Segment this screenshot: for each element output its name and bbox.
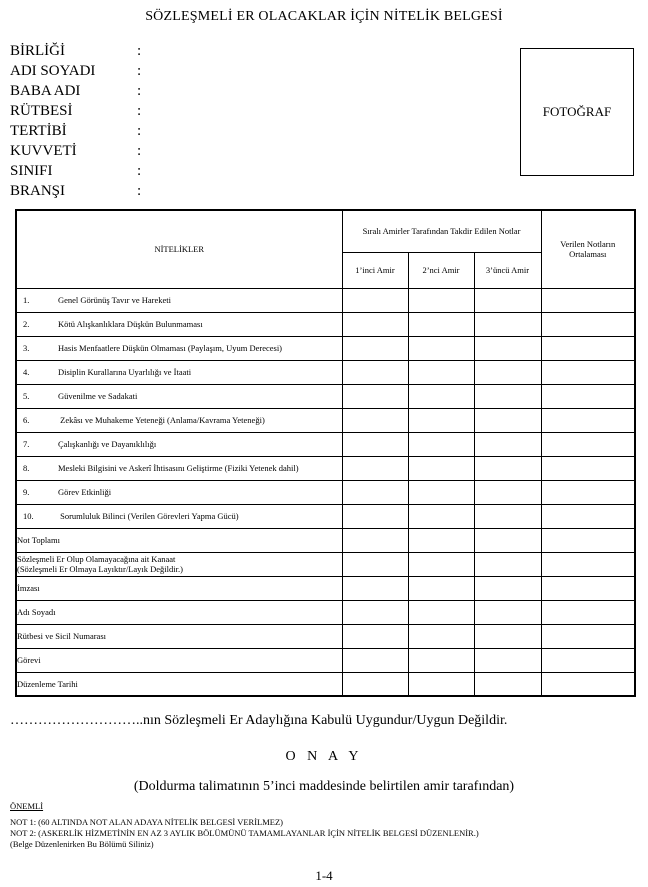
score-cell-amir-2[interactable]: [408, 336, 474, 360]
average-cell[interactable]: [541, 432, 635, 456]
score-cell-amir-3[interactable]: [474, 288, 541, 312]
average-cell[interactable]: [541, 624, 635, 648]
average-cell[interactable]: [541, 312, 635, 336]
average-cell[interactable]: [541, 360, 635, 384]
average-cell[interactable]: [541, 504, 635, 528]
average-cell[interactable]: [541, 600, 635, 624]
criterion-text: Çalışkanlığı ve Dayanıklılığı: [58, 439, 157, 449]
header-amir-2: 2’nci Amir: [408, 252, 474, 288]
onay-heading: O N A Y: [285, 749, 363, 764]
table-row-adi-soyadi: [16, 600, 635, 624]
criterion-text: Disiplin Kurallarına Uyarlılığı ve İtaati: [58, 367, 192, 377]
criterion-text: Zekâsı ve Muhakeme Yeteneği (Anlama/Kavrama Yeteneği): [58, 415, 265, 425]
table-row-kanaat: [16, 552, 635, 576]
document-title: SÖZLEŞMELİ ER OLACAKLAR İÇİN NİTELİK BELGESİ: [145, 9, 503, 24]
score-cell-amir-1[interactable]: [342, 624, 408, 648]
score-cell-amir-1[interactable]: [342, 288, 408, 312]
score-cell-amir-3[interactable]: [474, 312, 541, 336]
table-row: [16, 312, 635, 336]
criterion-number: 2.: [23, 319, 30, 329]
criterion-cell: [16, 456, 342, 480]
adi-soyadi-label: Adı Soyadı: [16, 600, 342, 624]
criterion-number: 3.: [23, 343, 30, 353]
criterion-cell: [16, 432, 342, 456]
table-row: [16, 456, 635, 480]
score-cell-amir-2[interactable]: [408, 360, 474, 384]
score-cell-amir-3[interactable]: [474, 552, 541, 576]
field-label: KUVVETİ: [10, 143, 77, 159]
score-cell-amir-2[interactable]: [408, 624, 474, 648]
score-cell-amir-2[interactable]: [408, 288, 474, 312]
field-colon: :: [137, 83, 142, 99]
not-toplami-label: Not Toplamı: [16, 528, 342, 552]
gorevi-label: Görevi: [16, 648, 342, 672]
score-cell-amir-1[interactable]: [342, 648, 408, 672]
field-colon: :: [137, 63, 142, 79]
score-cell-amir-2[interactable]: [408, 552, 474, 576]
average-cell[interactable]: [541, 480, 635, 504]
header-nitelikler: NİTELİKLER: [16, 210, 342, 288]
imzasi-label: İmzası: [16, 576, 342, 600]
average-cell[interactable]: [541, 648, 635, 672]
criterion-text: Kötü Alışkanlıklara Düşkün Bulunmaması: [58, 319, 203, 329]
score-cell-amir-1[interactable]: [342, 336, 408, 360]
score-cell-amir-2[interactable]: [408, 504, 474, 528]
kanaat-line-1: Sözleşmeli Er Olup Olamayacağına ait Kanaat: [17, 554, 176, 564]
field-label: BRANŞI: [10, 183, 66, 199]
average-cell[interactable]: [541, 384, 635, 408]
criterion-number: 7.: [23, 439, 30, 449]
criterion-number: 5.: [23, 391, 30, 401]
score-cell-amir-2[interactable]: [408, 672, 474, 696]
criterion-cell: [16, 504, 342, 528]
table-row: [16, 480, 635, 504]
score-cell-amir-1[interactable]: [342, 552, 408, 576]
criterion-number: 8.: [23, 463, 30, 473]
score-cell-amir-1[interactable]: [342, 672, 408, 696]
score-cell-amir-1[interactable]: [342, 456, 408, 480]
doldurma-note: (Doldurma talimatının 5’inci maddesinde belirtilen amir tarafından): [133, 779, 515, 794]
field-label: TERTİBİ: [10, 123, 67, 139]
table-row: [16, 288, 635, 312]
table-row: [16, 384, 635, 408]
average-cell[interactable]: [541, 552, 635, 576]
field-colon: :: [137, 163, 142, 179]
table-row: [16, 408, 635, 432]
table-row: [16, 360, 635, 384]
table-row-duzenleme-tarihi: [16, 672, 635, 696]
score-cell-amir-2[interactable]: [408, 432, 474, 456]
criterion-text: Görev Etkinliği: [58, 487, 112, 497]
header-amir-1: 1’inci Amir: [342, 252, 408, 288]
notes-section: [10, 801, 479, 850]
score-cell-amir-3[interactable]: [474, 624, 541, 648]
score-cell-amir-3[interactable]: [474, 384, 541, 408]
score-cell-amir-1[interactable]: [342, 384, 408, 408]
criterion-text: Sorumluluk Bilinci (Verilen Görevleri Yapma Gücü): [58, 511, 239, 521]
criterion-cell: [16, 384, 342, 408]
score-cell-amir-2[interactable]: [408, 312, 474, 336]
criterion-number: 9.: [23, 487, 30, 497]
criterion-number: 6.: [23, 415, 30, 425]
average-cell[interactable]: [541, 408, 635, 432]
score-cell-amir-1[interactable]: [342, 480, 408, 504]
kanaat-line-2: (Sözleşmeli Er Olmaya Layıktır/Layık Değildir.): [17, 564, 183, 574]
criterion-cell: [16, 312, 342, 336]
score-cell-amir-3[interactable]: [474, 504, 541, 528]
criterion-cell: [16, 408, 342, 432]
score-cell-amir-1[interactable]: [342, 576, 408, 600]
note-3: (Belge Düzenlenirken Bu Bölümü Siliniz): [10, 839, 154, 849]
criterion-text: Genel Görünüş Tavır ve Hareketi: [58, 295, 172, 305]
score-cell-amir-1[interactable]: [342, 432, 408, 456]
table-row: [16, 336, 635, 360]
duzenleme-tarihi-label: Düzenleme Tarihi: [16, 672, 342, 696]
rutbesi-sicil-label: Rütbesi ve Sicil Numarası: [16, 624, 342, 648]
score-cell-amir-3[interactable]: [474, 408, 541, 432]
field-colon: :: [137, 183, 142, 199]
score-cell-amir-1[interactable]: [342, 504, 408, 528]
field-colon: :: [137, 43, 142, 59]
score-cell-amir-2[interactable]: [408, 648, 474, 672]
criterion-number: 4.: [23, 367, 30, 377]
criterion-text: Mesleki Bilgisini ve Askerî İhtisasını Geliştirme (Fiziki Yetenek dahil): [58, 463, 299, 473]
average-cell[interactable]: [541, 672, 635, 696]
score-cell-amir-2[interactable]: [408, 456, 474, 480]
page-number: 1-4: [315, 868, 333, 883]
assessment-table: [15, 209, 636, 697]
field-label: RÜTBESİ: [10, 103, 73, 119]
score-cell-amir-3[interactable]: [474, 456, 541, 480]
photo-label: FOTOĞRAF: [542, 104, 612, 119]
score-cell-amir-2[interactable]: [408, 600, 474, 624]
table-row: [16, 504, 635, 528]
score-cell-amir-2[interactable]: [408, 384, 474, 408]
declaration-line: ………………………..nın Sözleşmeli Er Adaylığına Kabulü Uygundur/Uygun Değildir.: [10, 713, 508, 728]
criterion-cell: [16, 288, 342, 312]
field-colon: :: [137, 143, 142, 159]
table-row-gorevi: [16, 648, 635, 672]
note-2: NOT 2: (ASKERLİK HİZMETİNİN EN AZ 3 AYLIK BÖLÜMÜNÜ TAMAMLAYANLAR İÇİN NİTELİK BELGESİ DÜZENLENİR.): [10, 828, 479, 838]
criterion-text: Güvenilme ve Sadakati: [58, 391, 138, 401]
photo-box[interactable]: [520, 48, 634, 176]
field-label: SINIFI: [10, 163, 53, 179]
score-cell-amir-1[interactable]: [342, 312, 408, 336]
score-cell-amir-2[interactable]: [408, 576, 474, 600]
average-cell[interactable]: [541, 528, 635, 552]
criterion-number: 10.: [23, 511, 34, 521]
score-cell-amir-2[interactable]: [408, 480, 474, 504]
table-row-not-toplami: [16, 528, 635, 552]
average-cell[interactable]: [541, 456, 635, 480]
score-cell-amir-3[interactable]: [474, 360, 541, 384]
score-cell-amir-1[interactable]: [342, 600, 408, 624]
criterion-number: 1.: [23, 295, 30, 305]
score-cell-amir-3[interactable]: [474, 672, 541, 696]
criterion-text: Hasis Menfaatlere Düşkün Olmaması (Paylaşım, Uyum Derecesi): [58, 343, 283, 353]
field-colon: :: [137, 123, 142, 139]
field-label: ADI SOYADI: [10, 63, 96, 79]
field-colon: :: [137, 103, 142, 119]
score-cell-amir-1[interactable]: [342, 360, 408, 384]
table-row-imzasi: [16, 576, 635, 600]
header-amir-3: 3’üncü Amir: [474, 252, 541, 288]
score-cell-amir-3[interactable]: [474, 576, 541, 600]
score-cell-amir-3[interactable]: [474, 336, 541, 360]
kanaat-label: [16, 552, 342, 576]
criterion-cell: [16, 360, 342, 384]
note-1: NOT 1: (60 ALTINDA NOT ALAN ADAYA NİTELİK BELGESİ VERİLMEZ): [10, 817, 284, 827]
criterion-cell: [16, 480, 342, 504]
score-cell-amir-2[interactable]: [408, 408, 474, 432]
header-amirler: Sıralı Amirler Tarafından Takdir Edilen Notlar: [342, 210, 541, 252]
criterion-cell: [16, 336, 342, 360]
header-ortalama: Verilen Notların Ortalaması: [541, 210, 635, 288]
score-cell-amir-1[interactable]: [342, 408, 408, 432]
average-cell[interactable]: [541, 336, 635, 360]
score-cell-amir-2[interactable]: [408, 528, 474, 552]
field-label: BABA ADI: [10, 83, 81, 99]
score-cell-amir-3[interactable]: [474, 600, 541, 624]
field-label: BİRLİĞİ: [10, 43, 65, 59]
table-row: [16, 432, 635, 456]
score-cell-amir-3[interactable]: [474, 648, 541, 672]
score-cell-amir-3[interactable]: [474, 528, 541, 552]
score-cell-amir-1[interactable]: [342, 528, 408, 552]
score-cell-amir-3[interactable]: [474, 480, 541, 504]
table-row-rutbesi: [16, 624, 635, 648]
onemli-heading: ÖNEMLİ: [10, 801, 44, 811]
average-cell[interactable]: [541, 576, 635, 600]
score-cell-amir-3[interactable]: [474, 432, 541, 456]
average-cell[interactable]: [541, 288, 635, 312]
